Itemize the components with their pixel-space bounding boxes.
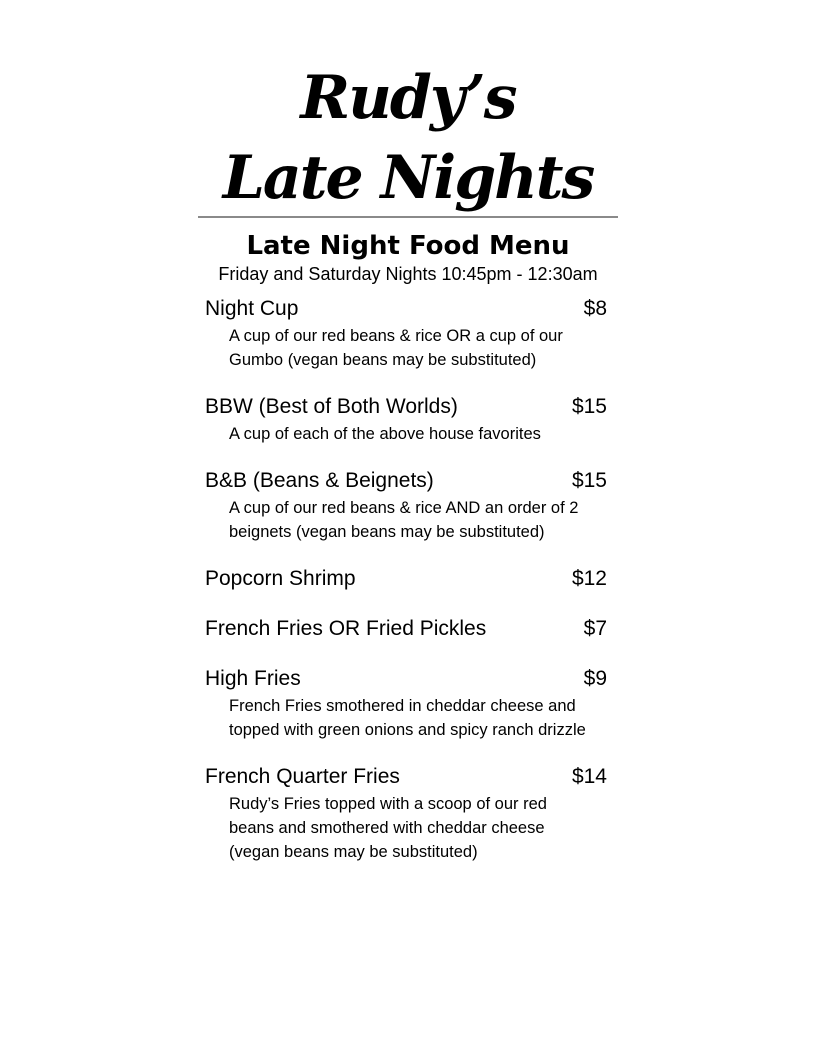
menu-item-beans-beignets bbox=[205, 468, 607, 544]
item-name: Popcorn Shrimp bbox=[205, 567, 356, 590]
title-divider bbox=[198, 216, 618, 218]
item-description: French Fries smothered in cheddar cheese and topped with green onions and spicy ranch drizzle bbox=[229, 697, 586, 739]
item-name: French Quarter Fries bbox=[205, 765, 400, 788]
item-name: High Fries bbox=[205, 667, 301, 690]
menu-item-popcorn-shrimp bbox=[205, 566, 607, 592]
title-line-2: Late Nights bbox=[222, 143, 594, 213]
item-price: $15 bbox=[571, 469, 607, 492]
menu-item-night-cup bbox=[205, 296, 607, 372]
item-name: B&B (Beans & Beignets) bbox=[205, 469, 434, 492]
menu-item-high-fries bbox=[205, 666, 607, 742]
item-description: A cup of our red beans & rice AND an order of 2 beignets (vegan beans may be substituted) bbox=[229, 499, 579, 541]
item-description: Rudy’s Fries topped with a scoop of our red beans and smothered with cheddar cheese (vegan beans may be substituted) bbox=[229, 795, 547, 861]
item-description: A cup of each of the above house favorites bbox=[229, 425, 541, 443]
item-price: $9 bbox=[583, 667, 607, 690]
menu-items bbox=[205, 296, 607, 864]
item-name: Night Cup bbox=[205, 297, 299, 320]
item-description: A cup of our red beans & rice OR a cup of our Gumbo (vegan beans may be substituted) bbox=[229, 327, 563, 369]
item-price: $7 bbox=[583, 617, 607, 640]
item-price: $15 bbox=[571, 395, 607, 418]
menu-item-french-quarter-fries bbox=[205, 764, 607, 864]
menu-hours: Friday and Saturday Nights 10:45pm - 12:30am bbox=[218, 264, 598, 284]
menu-item-bbw bbox=[205, 394, 607, 446]
item-name: French Fries OR Fried Pickles bbox=[205, 617, 487, 640]
item-price: $8 bbox=[583, 297, 607, 320]
restaurant-title bbox=[198, 58, 618, 218]
item-price: $12 bbox=[571, 567, 607, 590]
item-price: $14 bbox=[571, 765, 607, 788]
item-name: BBW (Best of Both Worlds) bbox=[205, 395, 458, 418]
title-line-1: Rudy’s bbox=[300, 63, 516, 133]
menu-item-fries-pickles bbox=[205, 616, 607, 642]
menu-heading: Late Night Food Menu bbox=[246, 231, 570, 261]
